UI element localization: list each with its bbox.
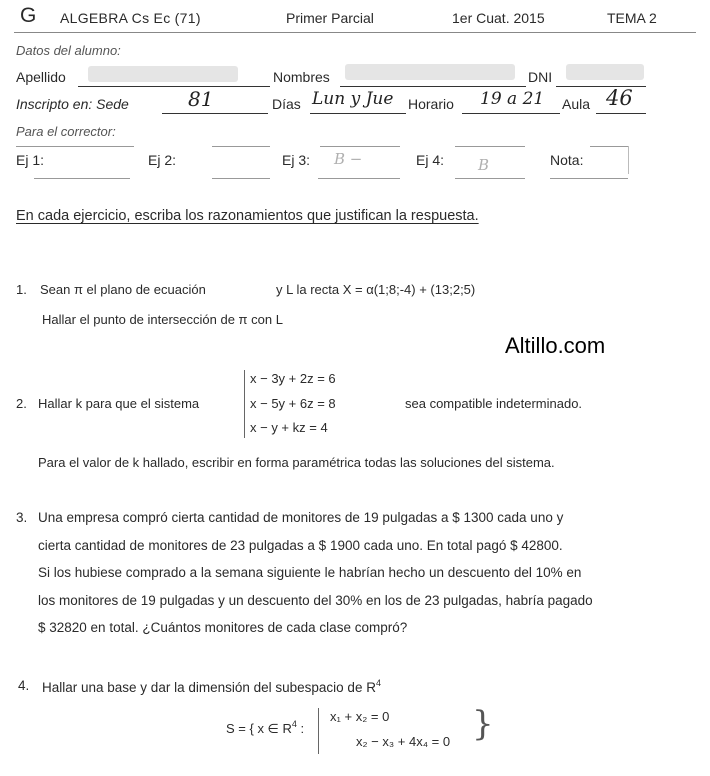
set-mid: : bbox=[296, 721, 305, 736]
ex4-mark: B bbox=[478, 156, 490, 174]
room-value: 46 bbox=[606, 86, 633, 110]
final-grade-field[interactable] bbox=[550, 178, 628, 179]
schedule-label: Horario bbox=[408, 96, 454, 112]
corrector-cell-top bbox=[16, 146, 134, 147]
ex4-text bbox=[42, 678, 381, 695]
instruction-text: En cada ejercicio, escriba los razonamientos que justifican la respuesta. bbox=[16, 208, 479, 224]
ex3-mark: B − bbox=[334, 150, 363, 168]
ex3-line5: $ 32820 en total. ¿Cuántos monitores de cada clase compró? bbox=[38, 620, 408, 635]
ex2-cell-top bbox=[212, 146, 270, 147]
ex1-line1a: Sean π el plano de ecuación bbox=[40, 282, 206, 297]
ex4-grade-label: Ej 4: bbox=[416, 152, 445, 168]
ex2-line2: Para el valor de k hallado, escribir en forma paramétrica todas las soluciones del sistema. bbox=[38, 455, 555, 470]
ex2-intro: Hallar k para que el sistema bbox=[38, 396, 200, 411]
header-divider bbox=[14, 32, 696, 33]
surname-label: Apellido bbox=[16, 69, 66, 85]
grade-cell-side bbox=[628, 146, 629, 174]
condition-1: x₁ + x₂ = 0 bbox=[330, 709, 390, 724]
ex2-tail: sea compatible indeterminado. bbox=[405, 396, 583, 411]
schedule-field[interactable] bbox=[462, 113, 560, 114]
set-prefix: S = { x ∈ R bbox=[226, 721, 292, 736]
days-value: Lun y Jue bbox=[312, 89, 394, 109]
final-grade-label: Nota: bbox=[550, 152, 584, 168]
names-field[interactable] bbox=[340, 86, 526, 87]
ex4-cell-top bbox=[455, 146, 525, 147]
names-redaction bbox=[345, 64, 515, 80]
ex3-line1: Una empresa compró cierta cantidad de monitores de 19 pulgadas a $ 1300 cada uno y bbox=[38, 510, 564, 525]
ex2-grade-label: Ej 2: bbox=[148, 152, 177, 168]
corrector-label: Para el corrector: bbox=[16, 124, 116, 139]
ex3-grade-field[interactable] bbox=[318, 178, 400, 179]
surname-field[interactable] bbox=[78, 86, 270, 87]
ex4-text-sup: 4 bbox=[375, 678, 381, 688]
dni-label: DNI bbox=[528, 69, 553, 85]
condition-2: x₂ − x₃ + 4x₄ = 0 bbox=[356, 734, 451, 749]
enrolled-label: Inscripto en: Sede bbox=[16, 96, 129, 112]
exam-tema: TEMA 2 bbox=[607, 10, 657, 26]
ex2-grade-field[interactable] bbox=[212, 178, 270, 179]
set-prefix-sup: 4 bbox=[291, 719, 297, 729]
set-close-brace: } bbox=[472, 704, 494, 744]
ex1-line1b: y L la recta X = α(1;8;-4) + (13;2;5) bbox=[276, 282, 476, 297]
exam-name: Primer Parcial bbox=[286, 10, 374, 26]
sede-field[interactable] bbox=[162, 113, 268, 114]
ex4-number: 4. bbox=[18, 678, 30, 693]
schedule-value: 19 a 21 bbox=[480, 89, 545, 109]
days-label: Días bbox=[272, 96, 301, 112]
room-label: Aula bbox=[562, 96, 591, 112]
system-brace bbox=[244, 370, 245, 438]
sede-value: 81 bbox=[188, 87, 214, 111]
dni-redaction bbox=[566, 64, 644, 80]
ex1-grade-field[interactable] bbox=[34, 178, 130, 179]
ex3-line3: Si los hubiese comprado a la semana siguiente le habrían hecho un descuento del 10% en bbox=[38, 565, 582, 580]
days-field[interactable] bbox=[310, 113, 406, 114]
exam-theme-letter: G bbox=[20, 4, 37, 27]
system-eq2: x − 5y + 6z = 8 bbox=[250, 396, 336, 411]
ex4-grade-field[interactable] bbox=[455, 178, 525, 179]
corrector-signature bbox=[148, 126, 152, 141]
exam-term: 1er Cuat. 2015 bbox=[452, 10, 545, 26]
ex1-line2: Hallar el punto de intersección de π con L bbox=[42, 312, 283, 327]
ex3-number: 3. bbox=[16, 510, 28, 525]
names-label: Nombres bbox=[273, 69, 330, 85]
subspace-definition bbox=[226, 719, 304, 737]
ex1-grade-label: Ej 1: bbox=[16, 152, 45, 168]
ex4-text-main: Hallar una base y dar la dimensión del subespacio de R bbox=[42, 680, 376, 695]
system-eq1: x − 3y + 2z = 6 bbox=[250, 371, 336, 386]
student-section-title: Datos del alumno: bbox=[16, 43, 121, 58]
ex3-line2: cierta cantidad de monitores de 23 pulgadas a $ 1900 cada uno. En total pagó $ 42800. bbox=[38, 538, 563, 553]
ex1-number: 1. bbox=[16, 282, 27, 297]
conditions-brace bbox=[318, 708, 319, 754]
room-field[interactable] bbox=[596, 113, 646, 114]
ex2-number: 2. bbox=[16, 396, 27, 411]
watermark: Altillo.com bbox=[505, 333, 606, 358]
course-name: ALGEBRA Cs Ec (71) bbox=[60, 10, 201, 26]
grade-cell-top bbox=[590, 146, 628, 147]
system-eq3: x − y + kz = 4 bbox=[250, 420, 328, 435]
surname-redaction bbox=[88, 66, 238, 82]
ex3-cell-top bbox=[320, 146, 400, 147]
ex3-grade-label: Ej 3: bbox=[282, 152, 311, 168]
ex3-line4: los monitores de 19 pulgadas y un descuento del 30% en los de 23 pulgadas, habría pagado bbox=[38, 593, 593, 608]
